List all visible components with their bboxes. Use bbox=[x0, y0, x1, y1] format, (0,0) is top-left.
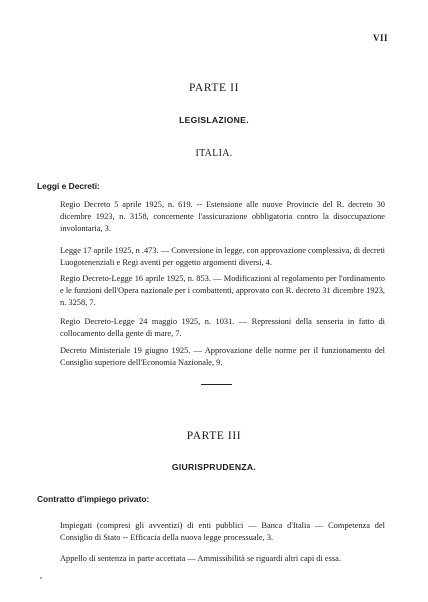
section-divider bbox=[201, 384, 232, 385]
part-2-title: PARTE II bbox=[188, 82, 239, 94]
part-3-heading: GIURISPRUDENZA. bbox=[171, 462, 257, 472]
legislation-entry-1: Regio Decreto 5 aprile 1925, n. 619. -- Estensione alle nuove Provincie del R. decreto 30 dicembre 1923, n. 3158, concernente l'assicurazione obbligatoria contro la disoccupazione involontaria, 3. bbox=[60, 200, 385, 234]
section-leggi-decreti: Leggi e Decreti: bbox=[37, 181, 100, 191]
country-heading: ITALIA. bbox=[195, 148, 233, 159]
legislation-entry-5: Decreto Ministeriale 19 giugno 1925. — Approvazione delle norme per il funzionamento del Consiglio superiore dell'Economia Nazionale, 9. bbox=[60, 346, 385, 368]
legislation-entry-2: Legge 17 aprile 1925, n .473. — Conversione in legge, con approvazione complessiva, di decreti Luogotenenziali e Regi aventi per oggetto argomenti diversi, 4. bbox=[60, 246, 385, 268]
part-2-heading: LEGISLAZIONE. bbox=[179, 115, 249, 125]
page-number: VII bbox=[372, 33, 388, 43]
legislation-entry-3: Regio Decreto-Legge 16 aprile 1925, n. 853. — Modificazioni al regolamento per l'ordinamento e le funzioni dell'Opera nazionale per i combattenti, approvato con R. decreto 31 dicembre 1923, n. 3258, 7. bbox=[60, 274, 385, 308]
legislation-entry-4: Regio Decreto-Legge 24 maggio 1925, n. 1031. — Repressioni della senseria in fatto di collocamento della gente di mare, 7. bbox=[60, 317, 385, 339]
jurisprudence-entry-1: Impiegati (compresi gli avventizi) di enti pubblici — Banca d'Italia — Competenza del Consiglio di Stato -- Efficacia della nuova legge processuale, 3. bbox=[60, 521, 385, 543]
section-contratto-impiego: Contratto d'impiego privato: bbox=[37, 494, 150, 504]
scan-speck bbox=[40, 577, 42, 579]
part-3-title: PARTE III bbox=[186, 430, 242, 442]
jurisprudence-entry-2: Appello di sentenza in parte accettata — Ammissibilità se riguardi altri capi di essa. bbox=[60, 554, 341, 563]
